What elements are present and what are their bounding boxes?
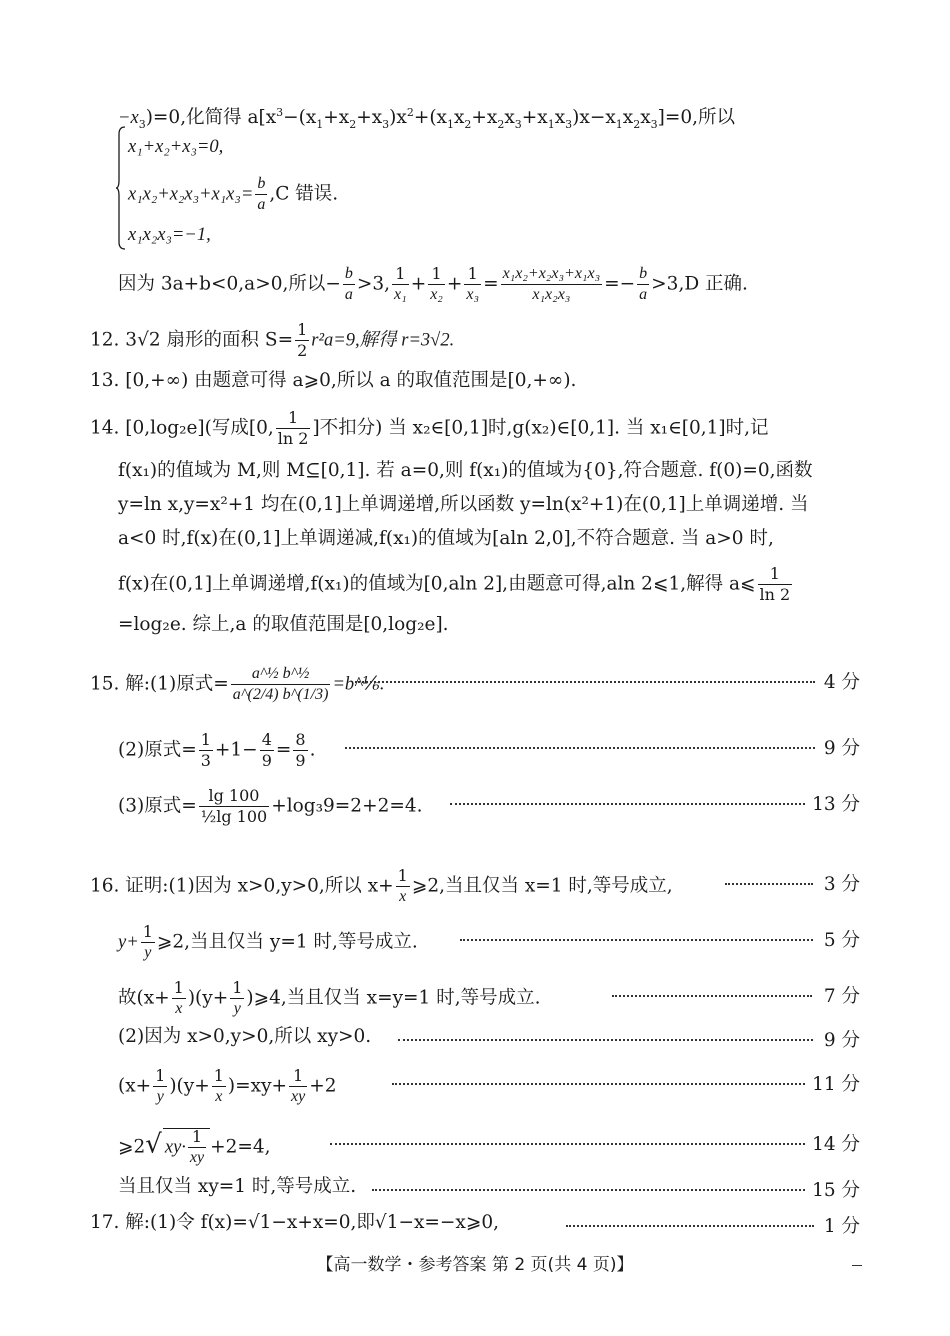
q14-line-1: 14. [0,log₂e](写成[0, $\frac{1}{\ln 2}$ ]不扣分) 当 x₂∈[0,1]时,g(x₂)∈[0,1]. 当 x₁∈[0,1]时,记 [90,408,769,448]
dot-leader [725,883,813,885]
score-label: 4 分 [823,672,860,693]
q16-part2-line3: ⩾2√ xy· $\frac{1}{xy}$ +2=4, [118,1127,271,1166]
q11-expansion-line: $-x_3)=0$,化简得 $a[x^3-(x_1+x_2+x_3)x^2+(x_1x_2+x_2x_3+x_1x_3)x-x_1x_2x_3]=0$,所以 [118,106,736,131]
q11-option-d-line: 因为 3a+b<0,a>0,所以− $\frac{b}{a}$ >3, $\frac{1}{\text{x₁}}$ + $\frac{1}{\text{x₂}}$ + $\frac{1}{\text{x₃}}$ = $\frac{\text{x₁x₂+x₂x₃+x₁x₃}}{\text{x₁x₂x₃}}$ =− $\frac{b}{a}$ >3,D 正确. [118,264,748,303]
dot-leader [345,747,815,749]
page-footer: 【高一数学・参考答案 第 2 页(共 4 页)】 [316,1255,634,1275]
score-label: 9 分 [823,1030,860,1051]
q16-part2-line1: (2)因为 x>0,y>0,所以 xy>0. [118,1026,372,1047]
dot-leader [392,1083,805,1085]
q14-line-5: f(x)在(0,1]上单调递增,f(x₁)的值域为[0,aln 2],由题意可得,aln 2⩽1,解得 a⩽ $\frac{1}{\ln 2}$ [118,564,791,604]
score-label: 5 分 [823,930,860,951]
corner-mark [852,1265,862,1266]
q16-part1-line3: 故(x+ $\frac{1}{x}$ )(y+ $\frac{1}{y}$ )⩾4,当且仅当 x=y=1 时,等号成立. [118,978,541,1017]
system-eq-3: x₁x₂x₃=−1, [128,225,211,245]
q13-line: 13. [0,+∞) 由题意可得 a⩾0,所以 a 的取值范围是[0,+∞). [90,370,577,391]
score-label: 13 分 [812,794,860,815]
q16-part2-line4: 当且仅当 xy=1 时,等号成立. [118,1176,357,1197]
q16-part1-line2: y+ $\frac{1}{y}$ ⩾2,当且仅当 y=1 时,等号成立. [118,922,418,961]
score-label: 1 分 [823,1216,860,1237]
dot-leader [398,1039,813,1041]
q16-part1-line1: 16. 证明:(1)因为 x>0,y>0,所以 x+ $\frac{1}{x}$ ⩾2,当且仅当 x=1 时,等号成立, [90,866,673,905]
system-brace [116,126,126,250]
score-label: 11 分 [812,1074,860,1095]
q12-line: 12. 3√2 扇形的面积 S= $\frac{1}{2}$ r²a=9,解得 r=3√2. [90,320,455,360]
dot-leader [612,995,812,997]
dot-leader [450,803,805,805]
dot-leader [355,681,815,683]
q16-part2-line2: (x+ $\frac{1}{y}$ )(y+ $\frac{1}{x}$ )=xy+ $\frac{1}{xy}$ +2 [118,1066,337,1105]
q14-line-2: f(x₁)的值域为 M,则 M⊆[0,1]. 若 a=0,则 f(x₁)的值域为{0},符合题意. f(0)=0,函数 [118,460,813,481]
dot-leader [372,1189,805,1191]
q15-part2: (2)原式= $\frac{1}{3}$ +1− $\frac{4}{9}$ = $\frac{8}{9}$ . [118,730,316,770]
q15-part3: (3)原式= $\frac{\lg 100}{\text{½lg 100}}$ +log₃9=2+2=4. [118,786,423,826]
score-label: 15 分 [812,1180,860,1201]
q15-part1: 15. 解:(1)原式= $\frac{\text{a\textasciicircum{}½ b\textasciicircum{}½}}{a\^{}(2/4) b\^{}(1/3)}$ =b^⅙. [90,665,385,703]
score-label: 3 分 [823,874,860,895]
score-label: 14 分 [812,1134,860,1155]
q14-line-3: y=ln x,y=x²+1 均在(0,1]上单调递增,所以函数 y=ln(x²+1)在(0,1]上单调递增. 当 [118,494,809,515]
system-eq-2: x₁x₂+x₂x₃+x₁x₃= $\frac{b}{a}$ ,C 错误. [128,175,339,213]
system-eq-1: x₁+x₂+x₃=0, [128,137,224,157]
score-label: 7 分 [823,986,860,1007]
q14-line-4: a<0 时,f(x)在(0,1]上单调递减,f(x₁)的值域为[aln 2,0],不符合题意. 当 a>0 时, [118,528,774,549]
dot-leader [460,939,813,941]
dot-leader [566,1225,814,1227]
dot-leader [330,1143,805,1145]
q17-line-1: 17. 解:(1)令 f(x)=√1−x+x=0,即√1−x=−x⩾0, [90,1212,499,1233]
score-label: 9 分 [823,738,860,759]
q14-line-6: =log₂e. 综上,a 的取值范围是[0,log₂e]. [118,614,449,635]
